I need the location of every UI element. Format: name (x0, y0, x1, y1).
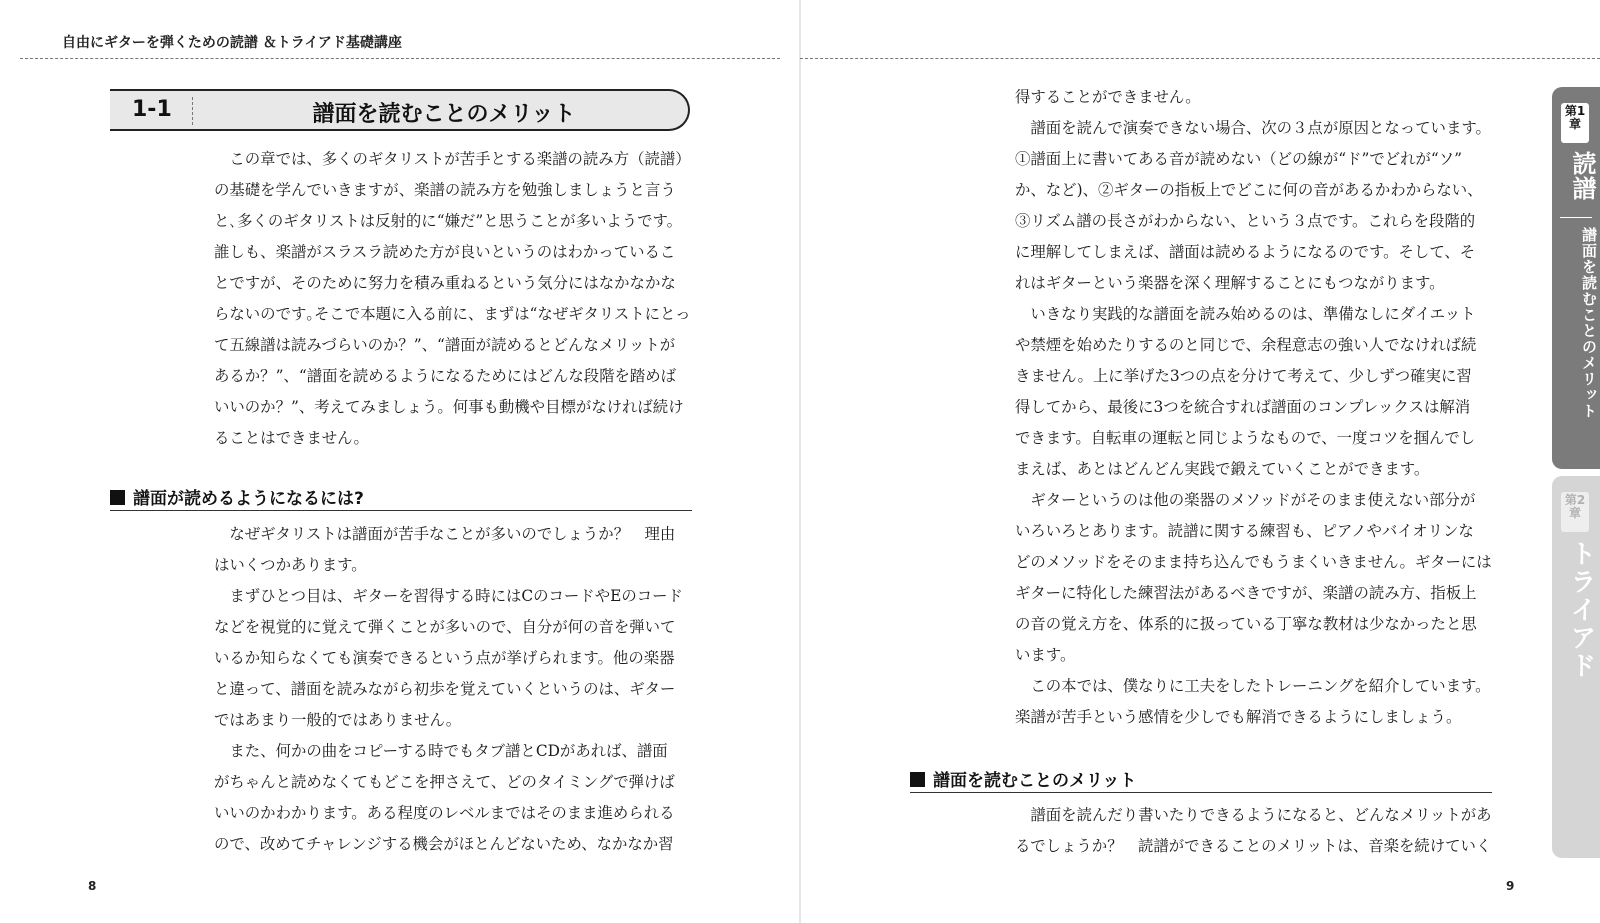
text-line: 楽譜が苦手という感情を少しでも解消できるようにしましょう。 (1015, 708, 1462, 726)
text-line: ①譜面上に書いてある音が読めない（どの線が“ド”でどれが“ソ” (1015, 150, 1463, 168)
right-body-paragraphs (1015, 82, 1492, 733)
chapter-subtitle: 譜面を読むことのメリット (1580, 227, 1598, 419)
page-number-right: 9 (1506, 879, 1515, 893)
intro-paragraph (214, 144, 692, 454)
body-paragraphs (214, 519, 692, 860)
text-line: いきなり実践的な譜面を読み始めるのは、準備なしにダイエット (1015, 305, 1476, 323)
text-line: この本では、僕なりに工夫をしたトレーニングを紹介しています。 (1015, 677, 1491, 695)
text-line: まずひとつ目は、ギターを習得する時にはCのコードやEのコード (214, 587, 683, 605)
text-line: どのメソッドをそのまま持ち込んでもうまくいきません。ギターには (1015, 553, 1492, 571)
header-dotted-rule (20, 58, 780, 59)
text-line: に理解してしまえば、譜面は読めるようになるのです。そして、そ (1015, 243, 1476, 261)
text-line: らないのです｡そこで本題に入る前に、まずは“なぜギタリストにとっ (214, 305, 691, 323)
header-dotted-rule (800, 58, 1600, 59)
text-line: か、など)、②ギターの指板上でどこに何の音があるかわからない、 (1015, 181, 1483, 199)
text-line: ではあまり一般的ではありません。 (214, 711, 462, 729)
text-line: がちゃんと読めなくてもどこを押さえて、どのタイミングで弾けば (214, 773, 675, 791)
text-line: と違って、譜面を読みながら初歩を覚えていくというのは、ギター (214, 680, 676, 698)
chapter-tab-2[interactable] (1552, 476, 1600, 858)
text-line: るでしょうか？ 読譜ができることのメリットは、音楽を続けていく (1015, 837, 1492, 855)
text-line: いいのか？”、考えてみましょう。何事も動機や目標がなければ続け (214, 398, 684, 416)
tab-divider (1560, 217, 1592, 218)
subhead-rule (910, 792, 1492, 793)
text-line: 譜面を読んで演奏できない場合、次の３点が原因となっています。 (1015, 119, 1491, 137)
text-line: あるか？”、“譜面を読めるようになるためにはどんな段階を踏めば (214, 367, 677, 385)
text-line: ギターに特化した練習法があるべきですが、楽譜の読み方、指板上 (1015, 584, 1477, 602)
right-body2-paragraph (1015, 800, 1492, 862)
text-line: ることはできません。 (214, 429, 369, 447)
section-header (110, 89, 690, 131)
text-line: や禁煙を始めたりするのと同じで、余程意志の強い人でなければ続 (1015, 336, 1477, 354)
text-line: などを視覚的に覚えて弾くことが多いので、自分が何の音を弾いて (214, 618, 676, 636)
text-line: 誰しも、楽譜がスラスラ読めた方が良いというのはわかっているこ (214, 243, 676, 261)
text-line: この章では、多くのギタリストが苦手とする楽譜の読み方（読譜） (214, 150, 691, 168)
text-line: いるか知らなくても演奏できるという点が挙げられます。他の楽器 (214, 649, 675, 667)
section-number: 1-1 (132, 97, 172, 122)
section-title: 譜面を読むことのメリット (312, 102, 576, 127)
text-line: の基礎を学んでいきますが、楽譜の読み方を勉強しましょうと言う (214, 181, 676, 199)
text-line: とですが、そのために努力を積み重ねるという気分にはなかなかな (214, 274, 676, 292)
text-line: ギターというのは他の楽器のメソッドがそのまま使えない部分が (1015, 491, 1476, 509)
subhead-text: 譜面を読むことのメリット (933, 771, 1137, 791)
subhead-text: 譜面が読めるようになるには? (133, 489, 364, 509)
chapter-label: 第2章 (1561, 492, 1589, 532)
subhead-merit (910, 766, 1137, 791)
subhead-rule (110, 510, 692, 511)
page-number-left: 8 (88, 879, 97, 893)
text-line: いいのかわかります。ある程度のレベルまではそのまま進められる (214, 804, 675, 822)
chapter-label: 第1章 (1561, 103, 1589, 143)
text-line: れはギターという楽器を深く理解することにもつながります。 (1015, 274, 1445, 292)
text-line: て五線譜は読みづらいのか？”、“譜面が読めるとどんなメリットが (214, 336, 676, 354)
text-line: きません。上に挙げた3つの点を分けて考えて、少しずつ確実に習 (1015, 367, 1472, 385)
square-bullet-icon (910, 772, 925, 787)
right-page (800, 0, 1600, 923)
text-line: の音の覚え方を、体系的に扱っている丁寧な教材は少なかったと思 (1015, 615, 1477, 633)
text-line: 譜面を読んだり書いたりできるようになると、どんなメリットがあ (1015, 806, 1492, 824)
text-line: います。 (1015, 646, 1076, 664)
text-line: ので、改めてチャレンジする機会がほとんどないため、なかなか習 (214, 835, 674, 853)
chapter-title: 読譜 (1568, 151, 1596, 201)
chapter-tab-1[interactable] (1552, 87, 1600, 469)
chapter-title: トライアド (1566, 540, 1596, 680)
text-line: と､多くのギタリストは反射的に“嫌だ”と思うことが多いようです。 (214, 212, 683, 230)
text-line: ③リズム譜の長さがわからない、という３点です。これらを段階的 (1015, 212, 1476, 230)
subhead-reading (110, 484, 364, 509)
text-line: できます。自転車の運転と同じようなもので、一度コツを掴んでし (1015, 429, 1476, 447)
text-line: 得することができません。 (1015, 88, 1201, 106)
text-line: まえば、あとはどんどん実践で鍛えていくことができます。 (1015, 460, 1430, 478)
text-line: なぜギタリストは譜面が苦手なことが多いのでしょうか？ 理由 (214, 525, 676, 543)
square-bullet-icon (110, 490, 125, 505)
text-line: また、何かの曲をコピーする時でもタブ譜とCDがあれば、譜面 (214, 742, 668, 760)
section-header-separator (192, 97, 193, 125)
text-line: 得してから、最後に3つを統合すれば譜面のコンプレックスは解消 (1015, 398, 1471, 416)
text-line: いろいろとあります。読譜に関する練習も、ピアノやバイオリンな (1015, 522, 1474, 540)
running-head: 自由にギターを弾くための読譜 ＆トライアド基礎講座 (62, 35, 402, 51)
text-line: はいくつかあります。 (214, 556, 367, 574)
